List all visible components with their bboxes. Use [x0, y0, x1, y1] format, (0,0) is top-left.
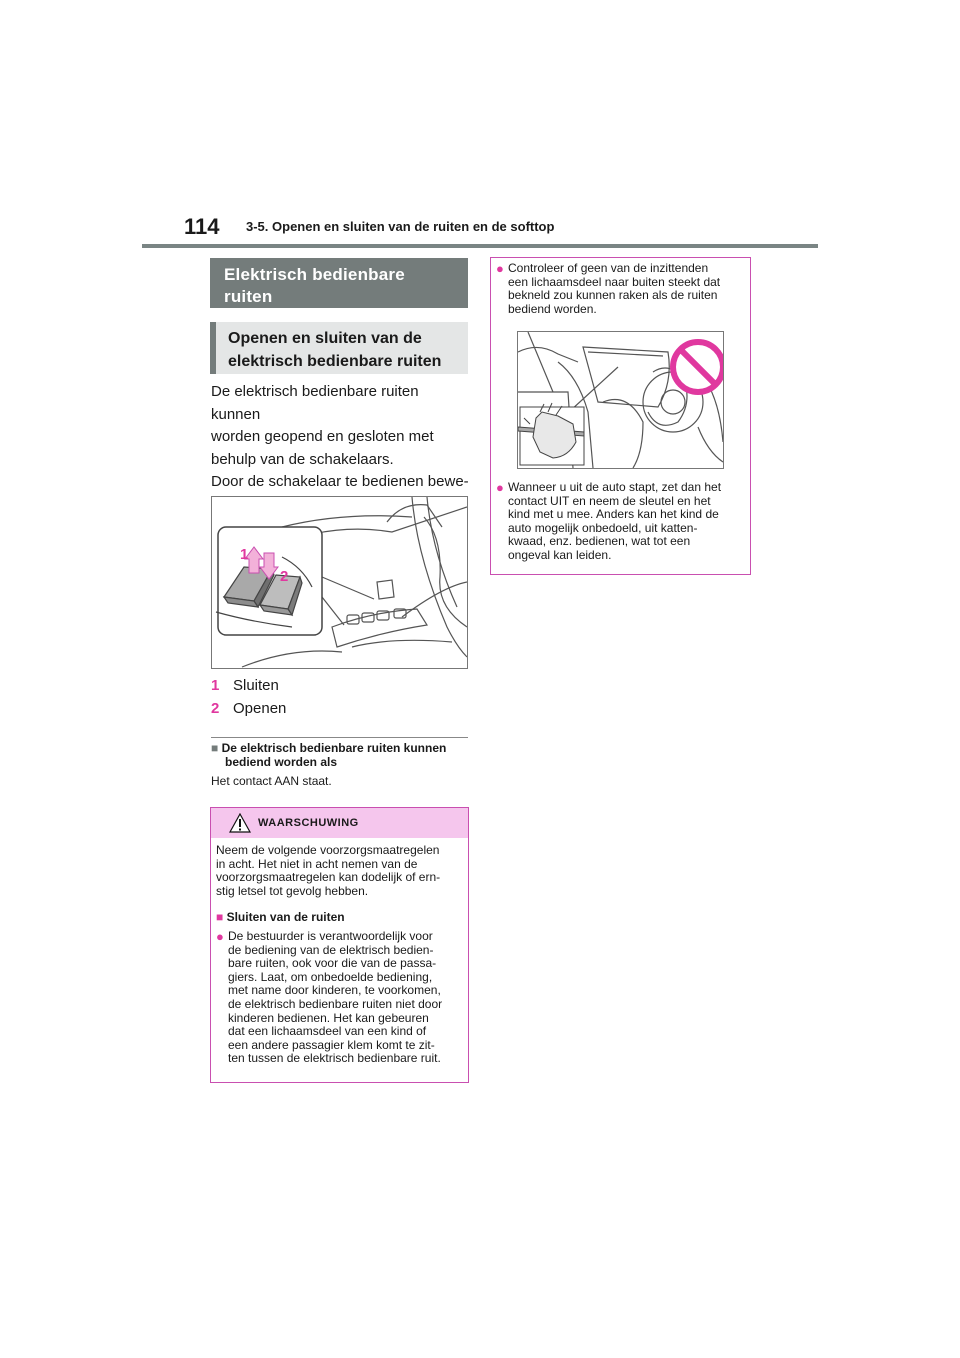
warning-intro-line: stig letsel tot gevolg hebben. — [216, 883, 369, 898]
bullet-line: Wanneer u uit de auto stapt, zet dan het — [508, 480, 722, 494]
warning-intro-line: voorzorgsmaatregelen kan dodelijk of ern- — [216, 870, 441, 885]
warning-intro — [216, 844, 466, 898]
page-number: 114 — [184, 214, 220, 239]
warning-bullet-1 — [216, 930, 466, 1066]
legend-item-2 — [211, 699, 461, 719]
warning-intro-line: in acht. Het niet in acht nemen van de — [216, 856, 418, 871]
bullet-dot-icon: ● — [216, 929, 224, 944]
bullet-line: kinderen bedienen. Het kan gebeuren — [228, 1010, 429, 1025]
bullet-line: bekneld zou kunnen raken als de ruiten — [508, 288, 718, 303]
header-rule — [142, 244, 818, 248]
intro-line: Door de schakelaar te bedienen bewe- — [211, 473, 469, 490]
bullet-line: kwaad, enz. bedienen, wat tot een — [508, 534, 691, 549]
bullet-line: dat een lichaamsdeel van een kind of — [228, 1024, 427, 1039]
hand-in-window-illustration — [517, 331, 724, 469]
warning-subheading-text: Sluiten van de ruiten — [226, 910, 345, 924]
note-rule — [211, 737, 468, 738]
section-heading: Elektrisch bedienbare ruiten — [210, 258, 468, 308]
bullet-line: de elektrisch bedienbare ruiten niet door — [228, 996, 443, 1011]
bullet-line: Controleer of geen van de inzittenden — [508, 261, 709, 275]
intro-line: De elektrisch bedienbare ruiten kunnen — [211, 383, 419, 423]
bullet-line: bediend worden. — [508, 301, 597, 316]
note-text: Het contact AAN staat. — [211, 774, 332, 788]
hand-window-drawing — [518, 332, 723, 468]
note-title — [211, 741, 469, 769]
warning-bullet-3 — [496, 481, 746, 563]
note-marker: ■ — [211, 741, 219, 755]
legend-label: Openen — [233, 700, 287, 717]
bullet-line: giers. Laat, om onbedoelde bediening, — [228, 969, 433, 984]
bullet-line: ten tussen de elektrisch bedienbare ruit. — [228, 1051, 441, 1066]
bullet-line: auto mogelijk onbedoeld, uit katten- — [508, 520, 698, 535]
legend-item-1 — [211, 676, 461, 696]
warning-sub-marker: ■ — [216, 910, 224, 924]
bullet-dot-icon: ● — [496, 480, 504, 495]
legend-number: 1 — [211, 677, 220, 694]
note-title-line: bediend worden als — [225, 755, 338, 769]
bullet-line: een lichaamsdeel naar buiten steekt dat — [508, 274, 721, 289]
window-switch-illustration — [211, 496, 468, 669]
callout-2: 2 — [280, 568, 289, 585]
legend-number: 2 — [211, 700, 220, 717]
intro-line: behulp van de schakelaars. — [211, 450, 394, 468]
bullet-line: ongeval kan leiden. — [508, 547, 612, 562]
chapter-title: 3-5. Openen en sluiten van de ruiten en de softtop — [246, 219, 555, 234]
bullet-line: bare ruiten, ook voor die van de passa- — [228, 956, 437, 971]
note-title-line: De elektrisch bedienbare ruiten kunnen — [221, 741, 447, 755]
bullet-line: kind met u mee. Anders kan het kind de — [508, 507, 719, 522]
sub-heading: Openen en sluiten van de elektrisch bedienbare ruiten — [210, 322, 468, 374]
bullet-line: een andere passagier klem komt te zit- — [228, 1037, 435, 1052]
warning-intro-line: Neem de volgende voorzorgsmaatregelen — [216, 843, 440, 857]
warning-triangle-icon — [229, 813, 251, 838]
legend-label: Sluiten — [233, 677, 279, 694]
window-switch-drawing — [212, 497, 467, 668]
bullet-dot-icon: ● — [496, 261, 504, 276]
callout-1: 1 — [240, 546, 249, 563]
warning-bullet-2 — [496, 262, 746, 316]
bullet-line: de bediening van de elektrisch bedien- — [228, 942, 434, 957]
warning-title: WAARSCHUWING — [258, 817, 359, 829]
bullet-line: met name door kinderen, te voorkomen, — [228, 983, 441, 998]
bullet-line: De bestuurder is verantwoordelijk voor — [228, 929, 433, 943]
intro-line: worden geopend en gesloten met — [211, 428, 434, 445]
bullet-line: contact UIT en neem de sleutel en het — [508, 493, 711, 508]
warning-subheading — [216, 910, 345, 924]
